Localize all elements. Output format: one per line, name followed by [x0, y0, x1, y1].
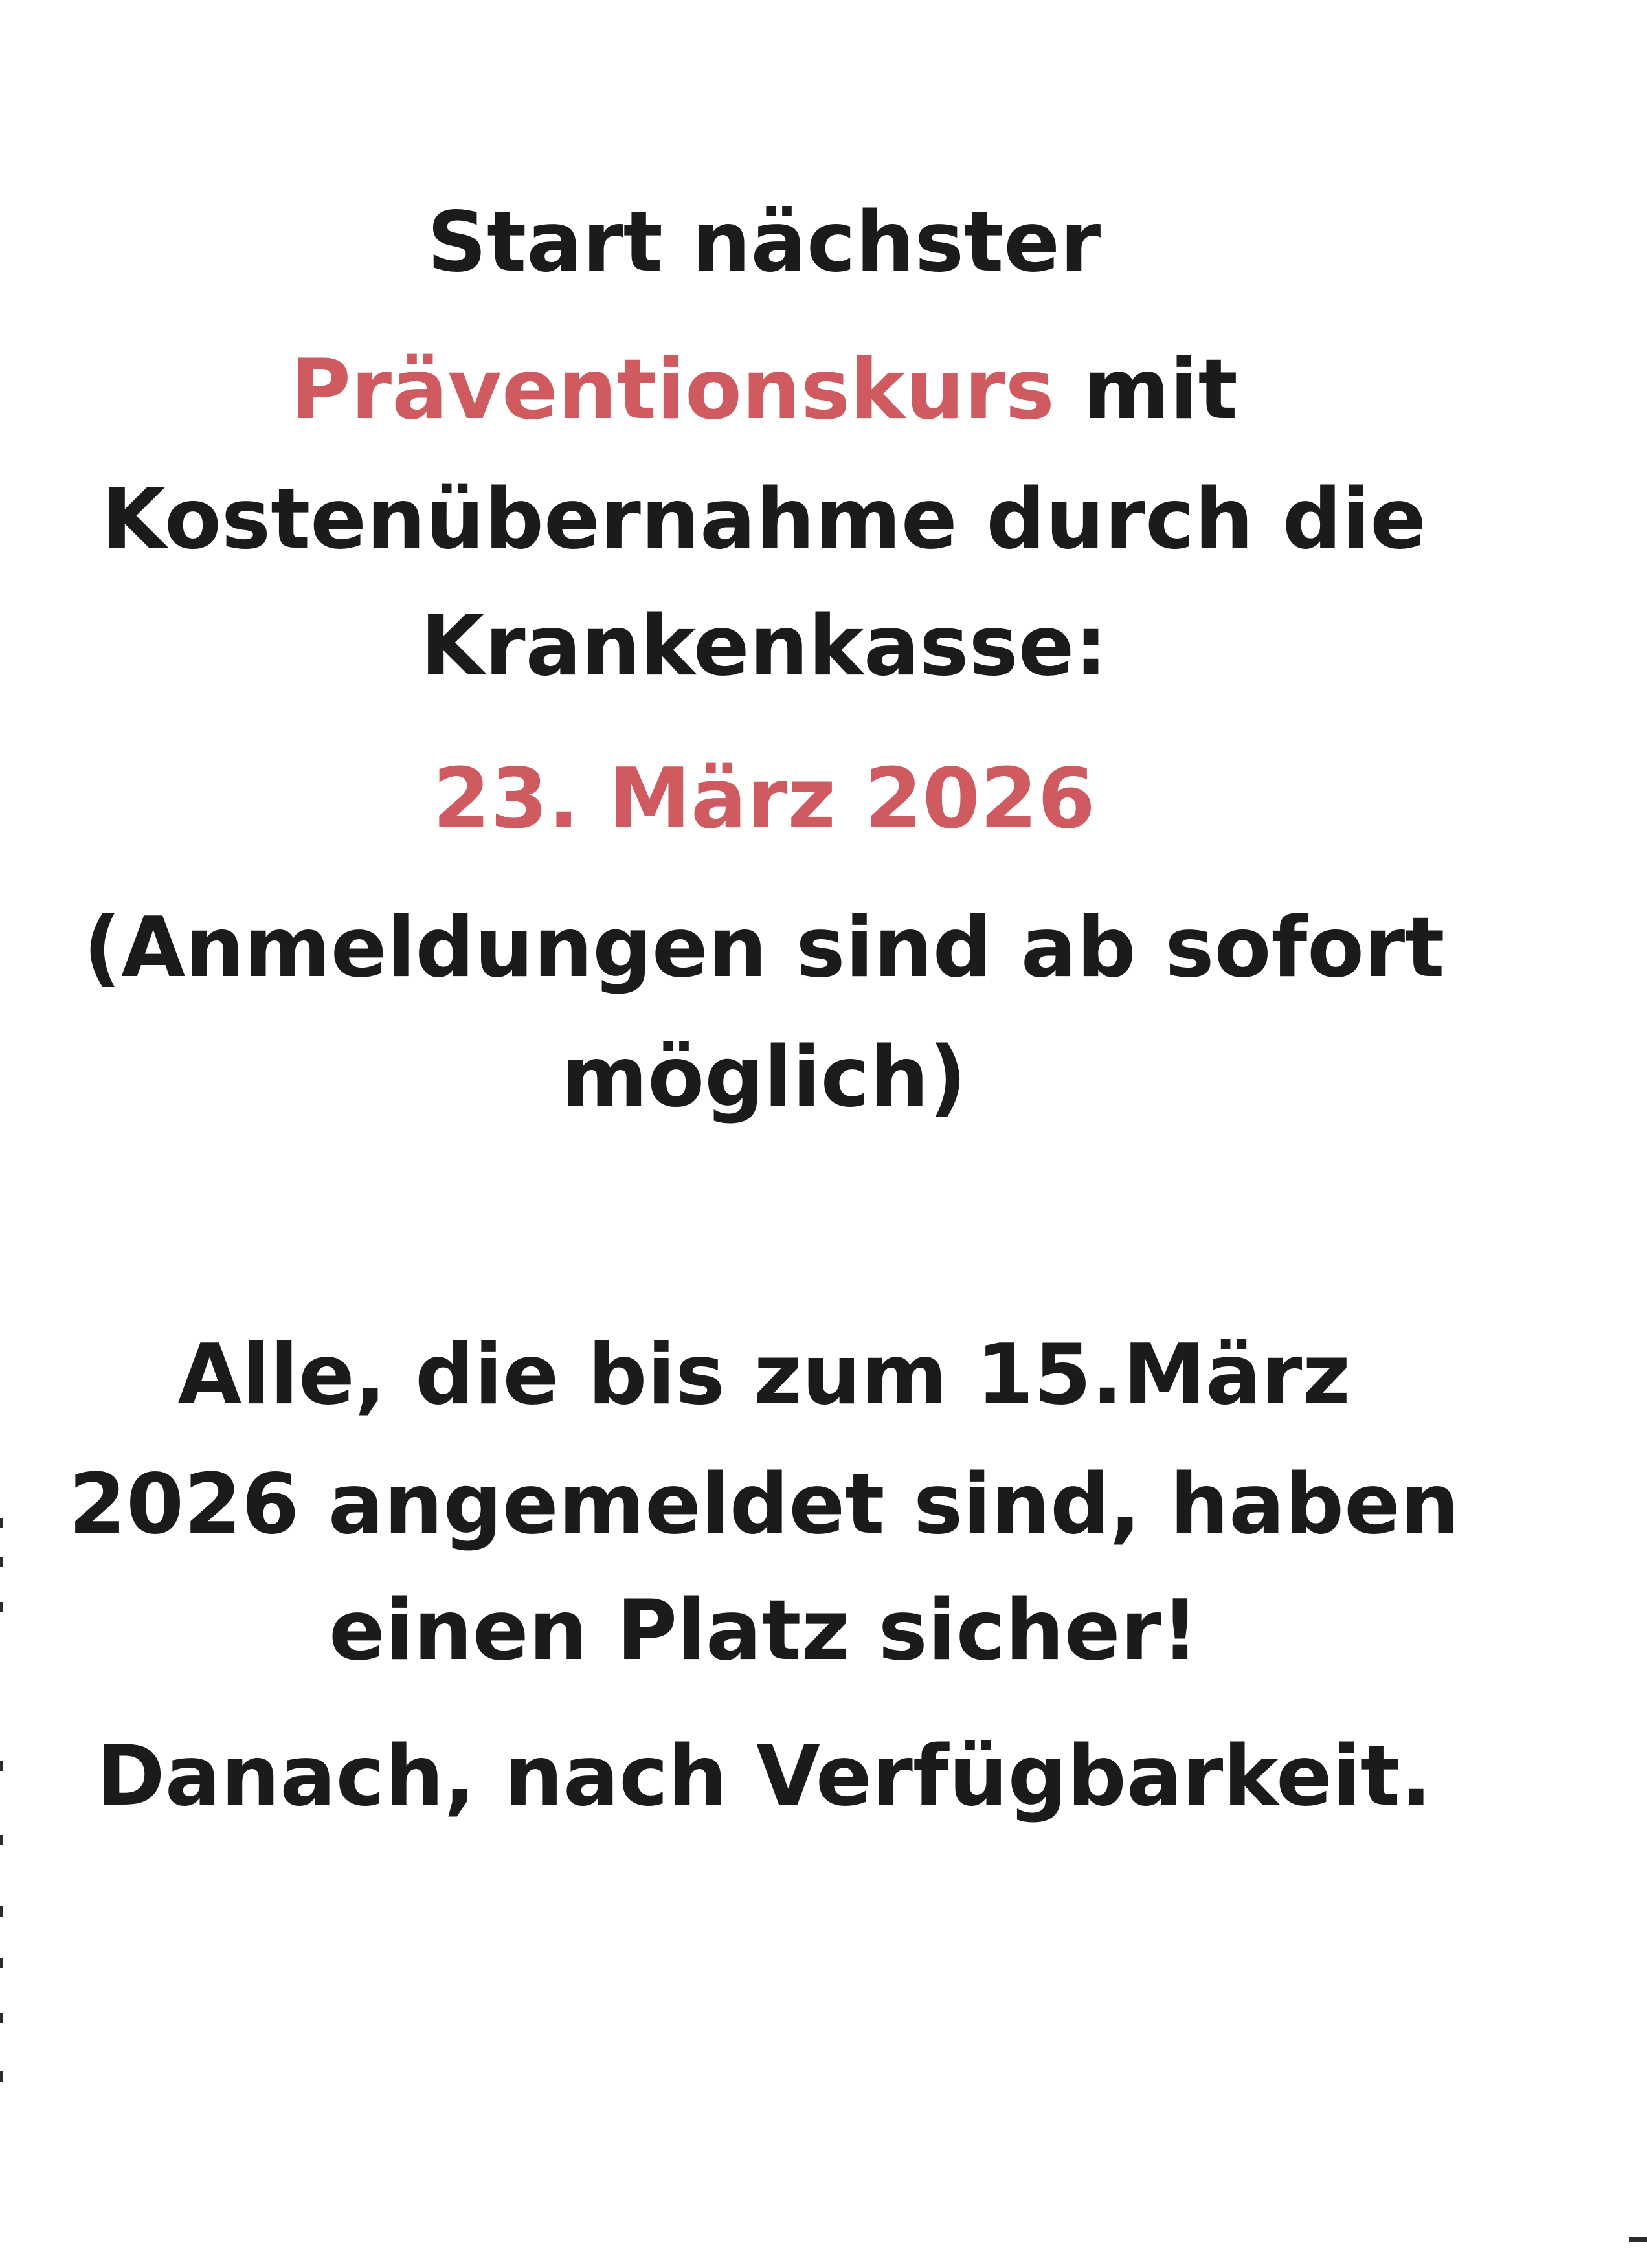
heading-line-2: [0, 342, 1528, 439]
start-date: 23. März 2026: [432, 751, 1095, 847]
heading-line-3: Kostenübernahme durch die: [102, 471, 1426, 568]
scan-artifact-mark: [0, 1602, 3, 1612]
availability-line: Danach, nach Verfügbarkeit.: [96, 1728, 1432, 1825]
heading-line-4: Krankenkasse:: [420, 598, 1108, 695]
scan-artifact-corner: [1629, 2237, 1647, 2242]
scan-artifact-mark: [0, 1906, 3, 1917]
heading-line-2-rest: mit: [1054, 342, 1238, 438]
deadline-line-2: 2026 angemeldet sind, haben: [68, 1456, 1460, 1553]
scan-artifact-mark: [0, 1557, 3, 1567]
heading-line-1: Start nächster: [427, 194, 1101, 291]
scan-artifact-mark: [0, 1761, 3, 1771]
scan-artifact-mark: [0, 1835, 3, 1845]
scan-artifact-mark: [0, 1518, 3, 1528]
scan-artifact-mark: [0, 2013, 3, 2023]
course-name-highlight: Präventionskurs: [290, 342, 1055, 438]
deadline-line-1: Alle, die bis zum 15.März: [177, 1327, 1350, 1423]
registration-note-line-1: (Anmeldungen sind ab sofort: [83, 900, 1445, 996]
registration-note-line-2: möglich): [561, 1029, 967, 1126]
deadline-line-3: einen Platz sicher!: [329, 1583, 1199, 1679]
scan-artifact-mark: [0, 1958, 3, 1968]
scan-artifact-mark: [0, 2071, 3, 2082]
